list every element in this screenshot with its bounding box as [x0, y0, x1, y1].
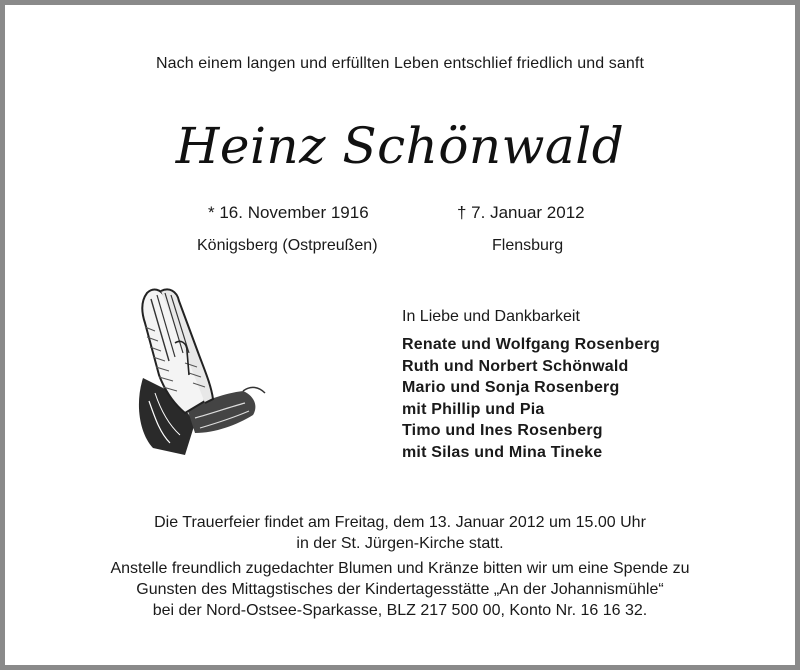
- mourner-line: Ruth und Norbert Schönwald: [402, 357, 629, 375]
- mourner-line: Renate und Wolfgang Rosenberg: [402, 336, 660, 353]
- birth-date: * 16. November 1916: [208, 203, 369, 222]
- death-date: † 7. Januar 2012: [457, 203, 585, 222]
- dedication-text: In Liebe und Dankbarkeit: [402, 308, 580, 325]
- mourner-line: mit Phillip und Pia: [402, 400, 545, 418]
- funeral-service-info: [5, 512, 795, 554]
- mourners-block: [402, 308, 762, 463]
- service-line: in der St. Jürgen-Kirche statt.: [296, 535, 504, 552]
- mourner-line: Mario und Sonja Rosenberg: [402, 379, 620, 396]
- mourner-line: mit Silas und Mina Tineke: [402, 443, 603, 461]
- donation-request: [5, 558, 795, 621]
- donation-line: Gunsten des Mittagstisches der Kindertagesstätte „An der Johannismühle“: [136, 581, 664, 598]
- donation-line: Anstelle freundlich zugedachter Blumen und Kränze bitten wir um eine Spende zu: [110, 560, 690, 577]
- praying-hands-icon: [125, 283, 275, 463]
- service-line: Die Trauerfeier findet am Freitag, dem 13. Januar 2012 um 15.00 Uhr: [154, 514, 646, 531]
- donation-line: bei der Nord-Ostsee-Sparkasse, BLZ 217 500 00, Konto Nr. 16 16 32.: [152, 602, 648, 619]
- intro-text: Nach einem langen und erfüllten Leben entschlief friedlich und sanft: [155, 55, 644, 72]
- mourner-line: Timo und Ines Rosenberg: [402, 422, 603, 439]
- deceased-name: Heinz Schönwald: [175, 117, 625, 175]
- death-place: Flensburg: [492, 237, 564, 254]
- birth-place: Königsberg (Ostpreußen): [197, 237, 378, 254]
